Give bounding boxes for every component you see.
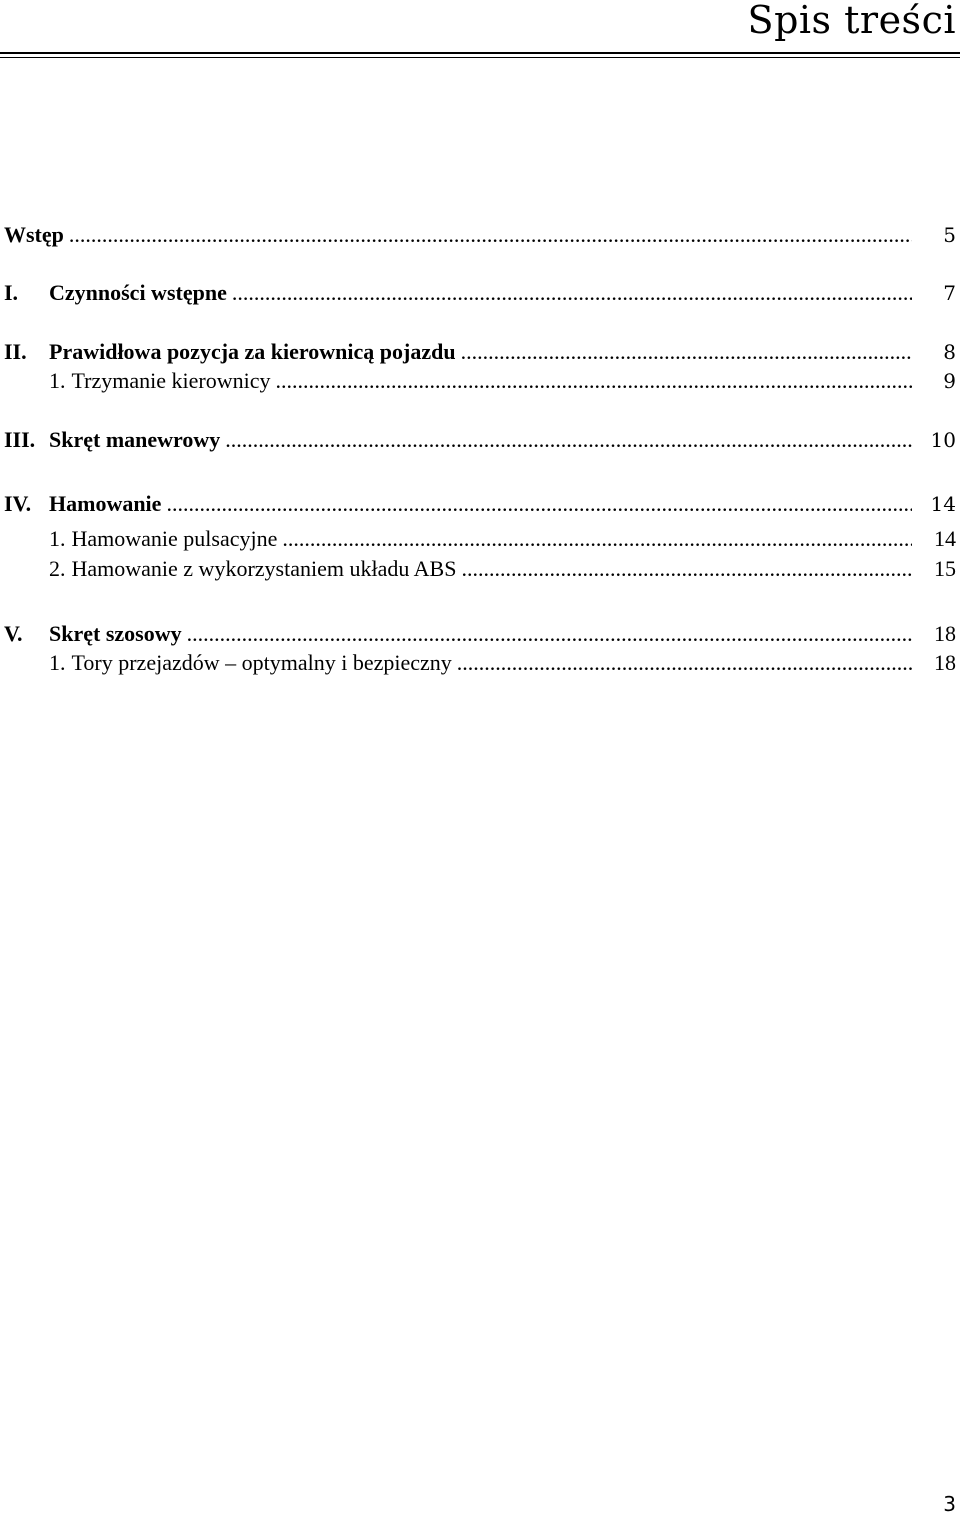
toc-entry-number: 1. (49, 368, 66, 393)
toc-entry-page: 14 (930, 492, 956, 516)
toc-entry-intro[interactable] (0, 220, 956, 250)
toc-entry-chapter-2[interactable] (0, 337, 956, 367)
toc-leader-dots (282, 524, 912, 554)
toc-leader-dots (187, 619, 912, 649)
toc-entry-number: II. (4, 339, 27, 364)
toc-entry-number: IV. (4, 491, 32, 516)
toc-entry-title: Hamowanie z wykorzystaniem układu ABS (71, 556, 457, 581)
page-title: Spis treści (747, 0, 956, 42)
toc-entry-title: Hamowanie (49, 491, 162, 516)
toc-entry-number: 2. (49, 556, 66, 581)
toc-leader-dots (461, 337, 912, 367)
toc-entry-number: III. (4, 427, 36, 452)
toc-entry-title: Czynności wstępne (49, 280, 227, 305)
toc-leader-dots (461, 554, 912, 584)
toc-entry-chapter-4[interactable] (0, 489, 956, 519)
toc-entry-title: Trzymanie kierownicy (71, 368, 271, 393)
toc-entry-title: Prawidłowa pozycja za kierownicą pojazdu (49, 339, 456, 364)
toc-entry-title: Skręt manewrowy (49, 427, 221, 452)
page-number: 3 (943, 1492, 956, 1516)
toc-entry-title: Wstęp (4, 222, 64, 247)
toc-entry-section-5-1[interactable] (0, 648, 956, 678)
header-rule-thin (0, 57, 960, 58)
toc-leader-dots (225, 425, 912, 455)
toc-entry-title: Hamowanie pulsacyjne (71, 526, 278, 551)
toc-leader-dots (275, 366, 912, 396)
toc-entry-chapter-5[interactable] (0, 619, 956, 649)
toc-leader-dots (457, 648, 912, 678)
toc-entry-title: Skręt szosowy (49, 621, 182, 646)
toc-entry-page: 10 (930, 428, 956, 452)
toc-entry-number: I. (4, 280, 19, 305)
toc-entry-number: V. (4, 621, 23, 646)
toc-entry-section-2-1[interactable] (0, 366, 956, 396)
toc-entry-page: 9 (943, 369, 956, 393)
toc-leader-dots (232, 278, 912, 308)
toc-entry-number: 1. (49, 526, 66, 551)
toc-entry-page: 8 (943, 340, 956, 364)
toc-entry-section-4-1[interactable] (0, 524, 956, 554)
toc-entry-page: 14 (934, 526, 956, 551)
header-rule (0, 52, 960, 54)
toc-entry-chapter-1[interactable] (0, 278, 956, 308)
toc-entry-page: 5 (943, 223, 956, 247)
toc-entry-page: 7 (943, 281, 956, 305)
toc-leader-dots (69, 220, 912, 250)
toc-entry-chapter-3[interactable] (0, 425, 956, 455)
toc-entry-title: Tory przejazdów – optymalny i bezpieczny (71, 650, 452, 675)
toc-entry-section-4-2[interactable] (0, 554, 956, 584)
toc-leader-dots (166, 489, 912, 519)
toc-entry-page: 18 (934, 621, 956, 646)
toc-entry-page: 18 (934, 650, 956, 675)
toc-entry-number: 1. (49, 650, 66, 675)
toc-entry-page: 15 (934, 556, 956, 581)
